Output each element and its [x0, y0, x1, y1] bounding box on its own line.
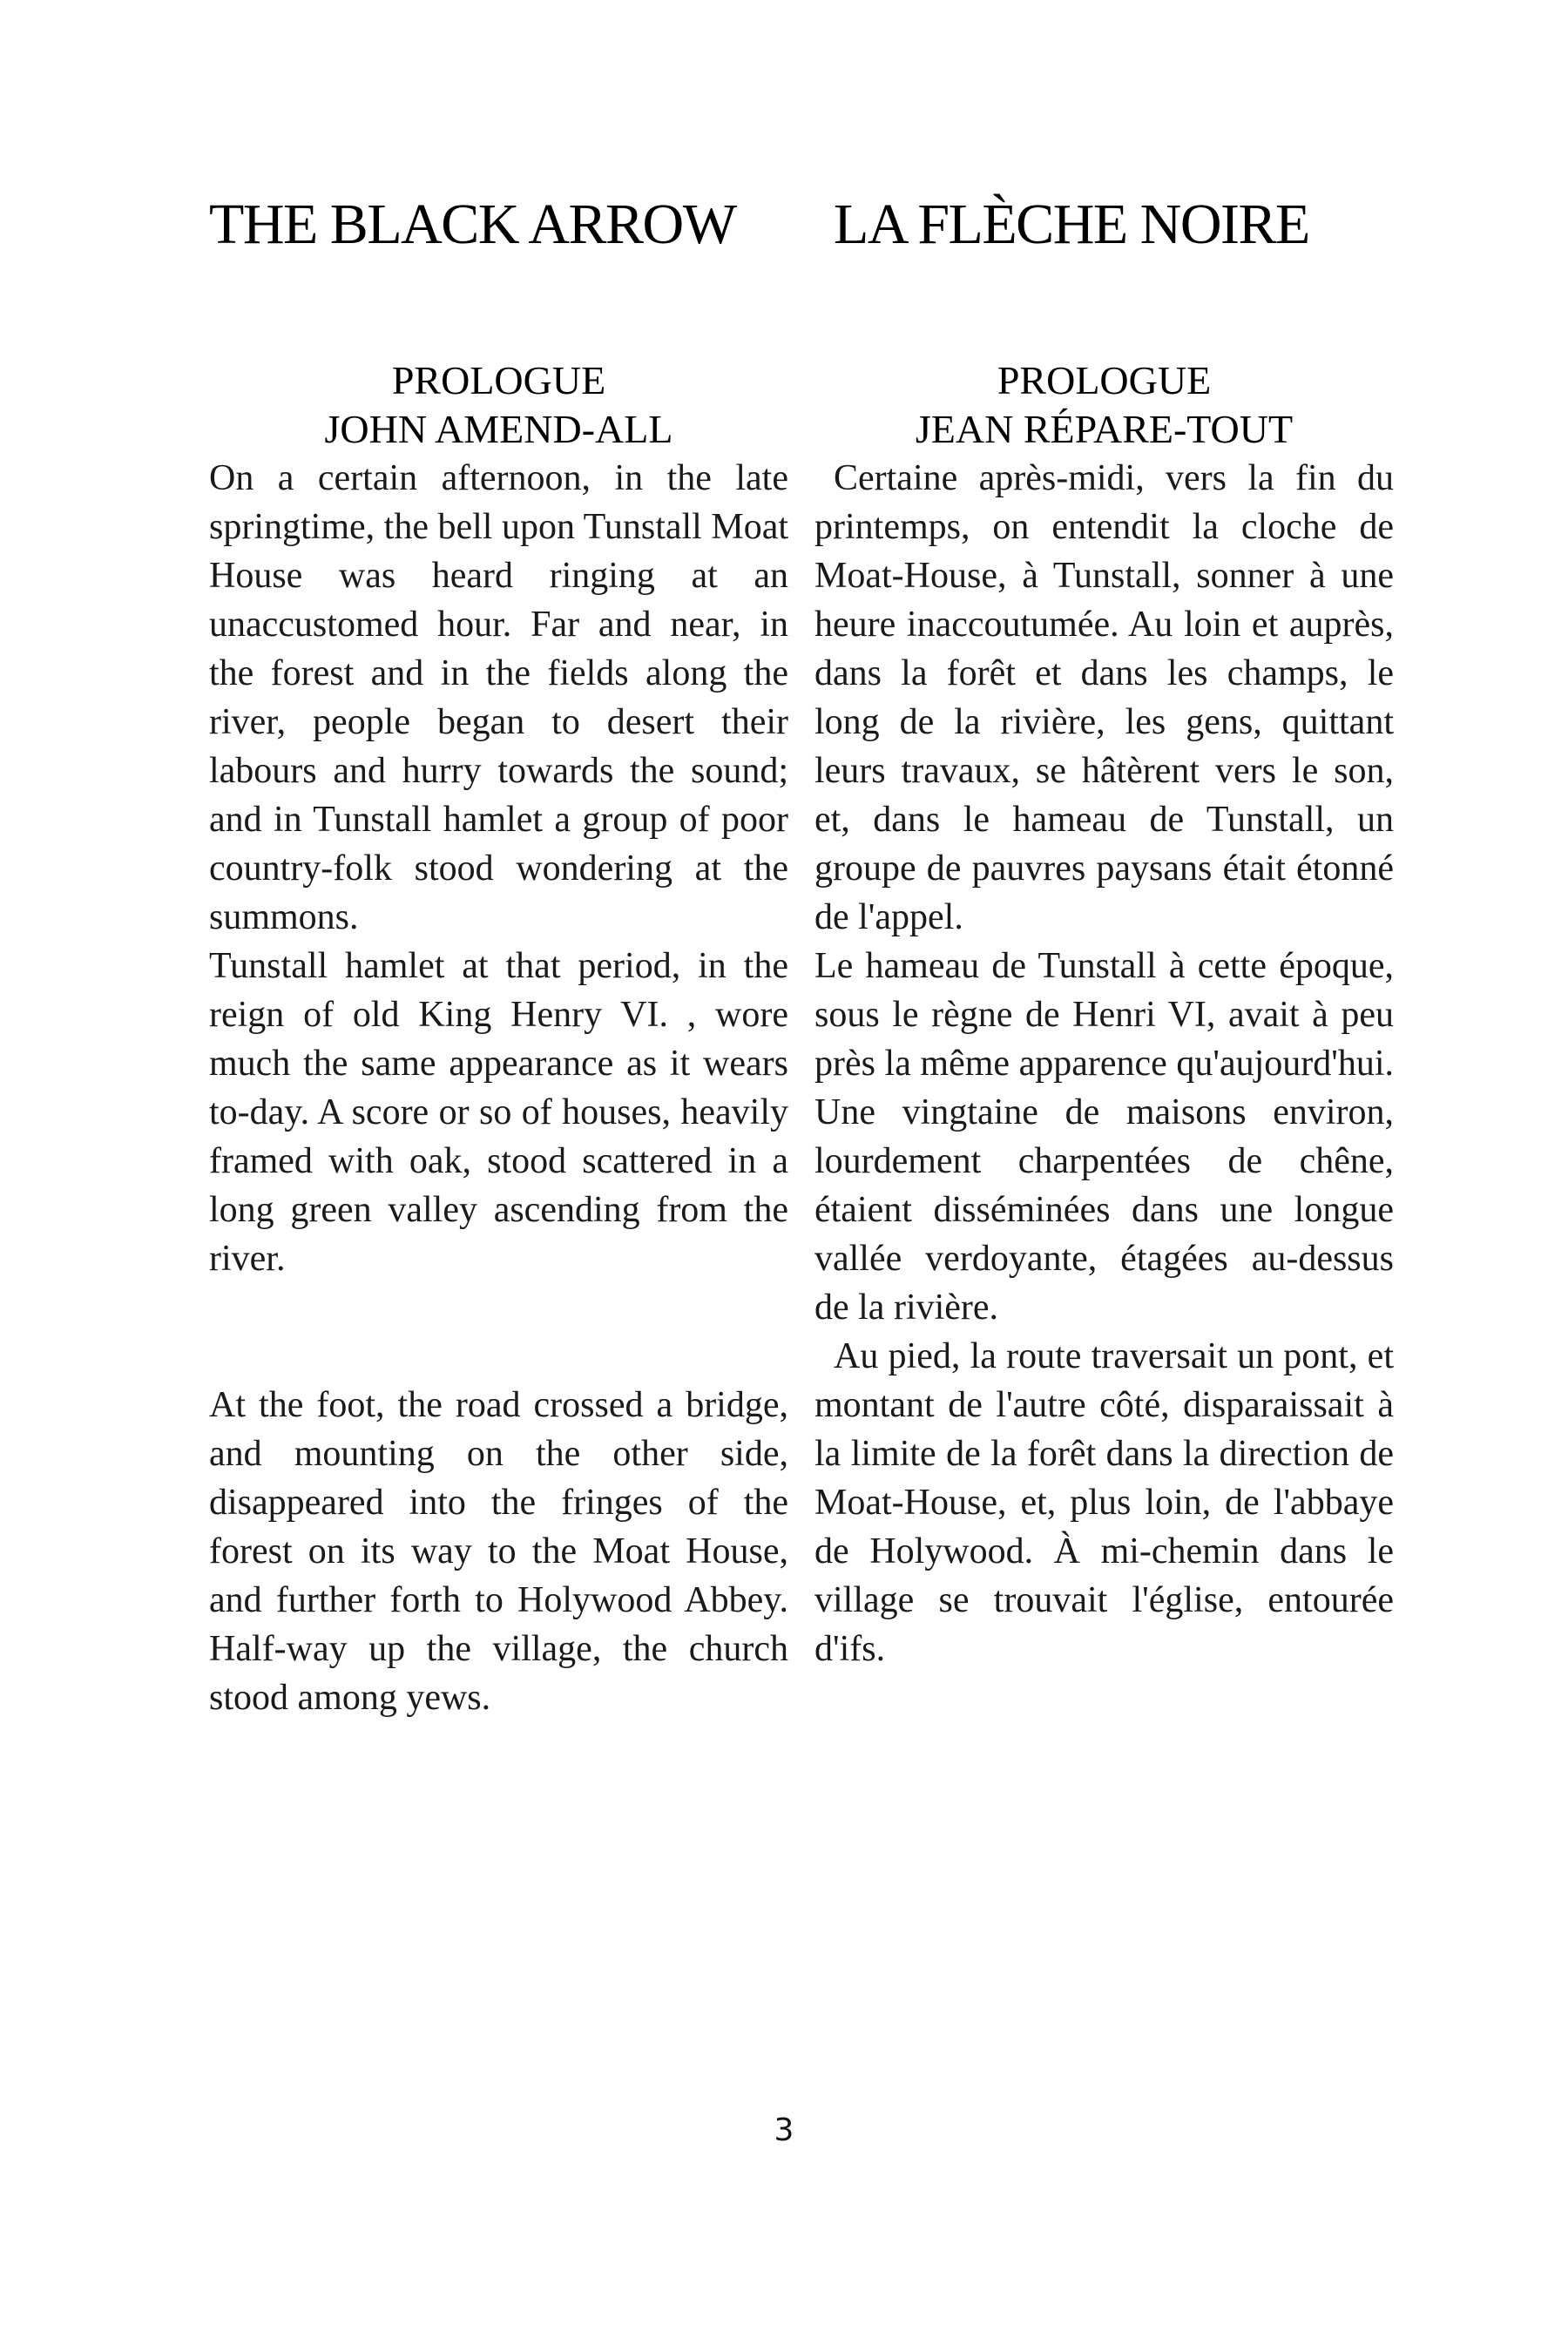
- english-paragraph-2: Tunstall hamlet at that period, in the reign of old King Henry VI. , wore much the same appearance as it wears to-day. A score or so of houses, heavily framed with oak, stood scattered in a long green valley ascending from the river.: [209, 946, 788, 1279]
- english-chapter-title: JOHN AMEND-ALL: [324, 407, 673, 451]
- english-paragraph-gap: [209, 1283, 788, 1381]
- english-book-title: THE BLACK ARROW: [209, 193, 736, 256]
- french-chapter-title: JEAN RÉPARE-TOUT: [915, 407, 1294, 451]
- french-book-title: LA FLÈCHE NOIRE: [834, 193, 1309, 256]
- english-chapter-label: PROLOGUE: [391, 358, 606, 402]
- french-paragraph-1: Certaine après-midi, vers la fin du printemps, on entendit la cloche de Moat-House, à Tunstall, sonner à une heure inaccoutumée. Au loin et auprès, dans la forêt et dans les champs, le long de la rivière, les gens, quittant leurs travaux, se hâtèrent vers le son, et, dans le hameau de Tunstall, un groupe de pauvres paysans était étonné de l'appel.: [814, 458, 1394, 937]
- french-chapter-label: PROLOGUE: [997, 358, 1212, 402]
- french-paragraph-2: Le hameau de Tunstall à cette époque, sous le règne de Henri VI, avait à peu près la même apparence qu'aujourd'hui. Une vingtaine de maisons environ, lourdement charpentées de chêne, étaient disséminées dans une longue vallée verdoyante, étagées au-dessus de la rivière.: [814, 946, 1394, 1328]
- english-column: [209, 193, 789, 1722]
- english-paragraph-1: On a certain afternoon, in the late springtime, the bell upon Tunstall Moat House was heard ringing at an unaccustomed hour. Far and near, in the forest and in the fields along the river, people began to desert their labours and hurry towards the sound; and in Tunstall hamlet a group of poor country-folk stood wondering at the summons.: [209, 458, 789, 937]
- page-number: 3: [774, 2112, 794, 2148]
- french-paragraph-3: Au pied, la route traversait un pont, et montant de l'autre côté, disparaissait à la limite de la forêt dans la direction de Moat-House, et, plus loin, de l'abbaye de Holywood. À mi-chemin dans le village se trouvait l'église, entourée d'ifs.: [814, 1336, 1394, 1669]
- english-paragraph-3: At the foot, the road crossed a bridge, and mounting on the other side, disappeared into the fringes of the forest on its way to the Moat House, and further forth to Holywood Abbey. Half-way up the village, the church stood among yews.: [209, 1385, 788, 1718]
- english-chapter-heading: [209, 356, 788, 454]
- french-chapter-heading: [814, 356, 1394, 454]
- french-column: [814, 193, 1394, 1673]
